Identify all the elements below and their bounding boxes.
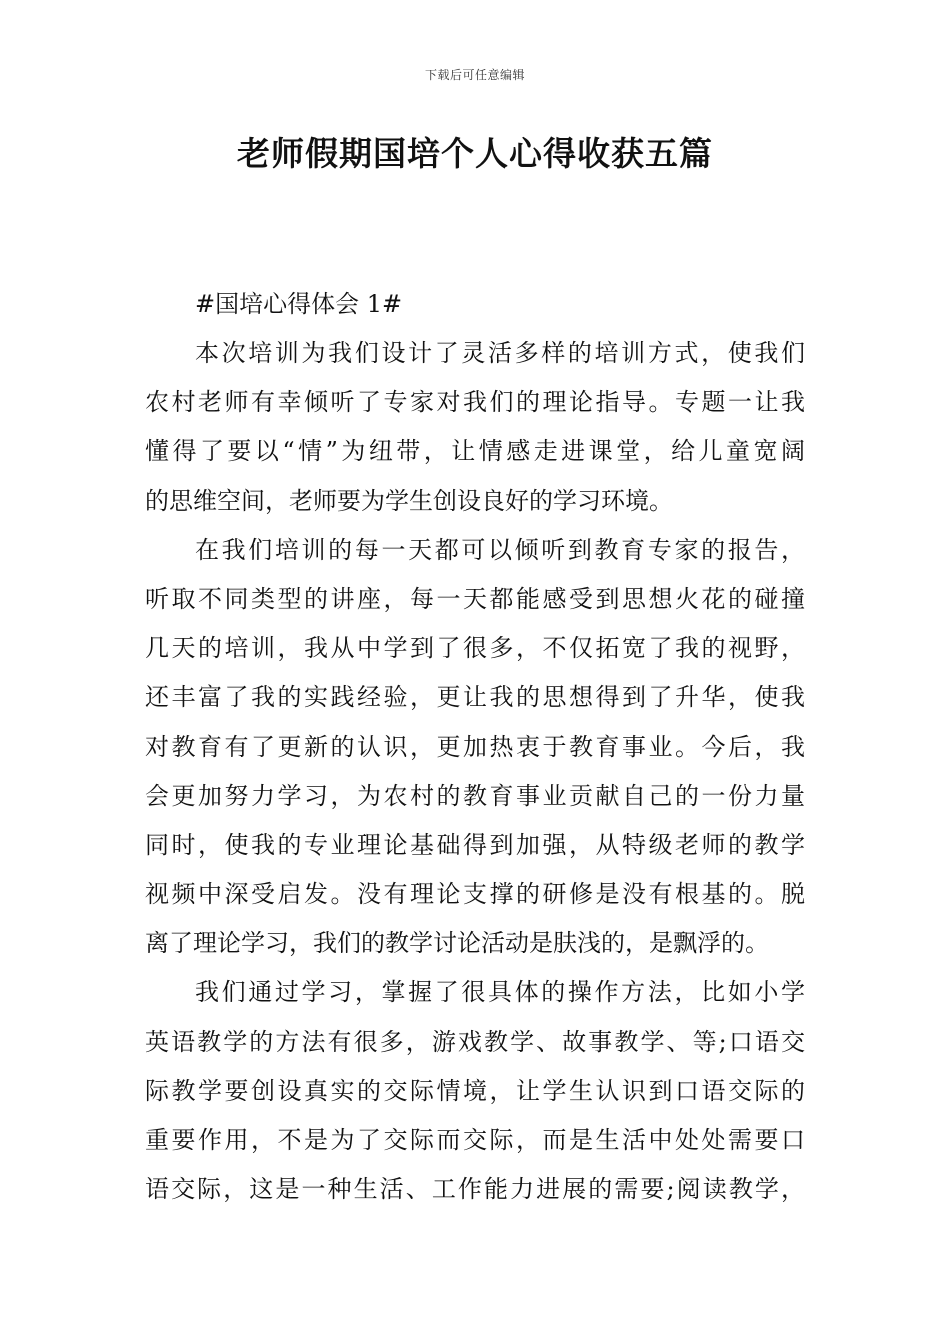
- paragraph-line: 离了理论学习，我们的教学讨论活动是肤浅的，是飘浮的。: [145, 929, 769, 958]
- header-note: 下载后可任意编辑: [424, 68, 525, 82]
- paragraph-line: 听取不同类型的讲座，每一天都能感受到思想火花的碰撞: [145, 584, 805, 613]
- paragraph-line: 几天的培训，我从中学到了很多，不仅拓宽了我的视野，: [145, 634, 805, 663]
- paragraph-2: [145, 526, 805, 969]
- paragraph-line: 本次培训为我们设计了灵活多样的培训方式，使我们: [195, 339, 805, 367]
- paragraph-line: 的思维空间，老师要为学生创设良好的学习环境。: [145, 486, 673, 515]
- paragraph-3: [145, 968, 805, 1214]
- paragraph-line: 重要作用，不是为了交际而交际，而是生活中处处需要口: [145, 1126, 805, 1154]
- paragraph-line: 对教育有了更新的认识，更加热衷于教育事业。今后，我: [145, 732, 805, 761]
- paragraph-line: 我们通过学习，掌握了很具体的操作方法，比如小学: [195, 978, 805, 1007]
- section-heading: #国培心得体会 1#: [195, 290, 403, 318]
- paragraph-line: 农村老师有幸倾听了专家对我们的理论指导。专题一让我: [145, 388, 805, 417]
- paragraph-line: 会更加努力学习，为农村的教育事业贡献自己的一份力量: [145, 781, 805, 810]
- paragraph-line: 英语教学的方法有很多，游戏教学、故事教学、等;口语交: [145, 1027, 805, 1056]
- paragraph-line: 还丰富了我的实践经验，更让我的思想得到了升华，使我: [145, 683, 805, 712]
- paragraph-1: [145, 329, 805, 526]
- paragraph-line: 懂得了要以“情”为纽带，让情感走进课堂，给儿童宽阔: [145, 437, 805, 466]
- paragraph-line: 际教学要创设真实的交际情境，让学生认识到口语交际的: [145, 1076, 805, 1105]
- paragraph-line: 在我们培训的每一天都可以倾听到教育专家的报告，: [195, 535, 805, 564]
- document-body: [145, 280, 805, 1214]
- document-title: 老师假期国培个人心得收获五篇: [237, 134, 713, 173]
- paragraph-line: 视频中深受启发。没有理论支撑的研修是没有根基的。脱: [145, 880, 805, 909]
- paragraph-line: 同时，使我的专业理论基础得到加强，从特级老师的教学: [145, 830, 805, 859]
- paragraph-line: 语交际，这是一种生活、工作能力进展的需要;阅读教学，: [145, 1175, 805, 1204]
